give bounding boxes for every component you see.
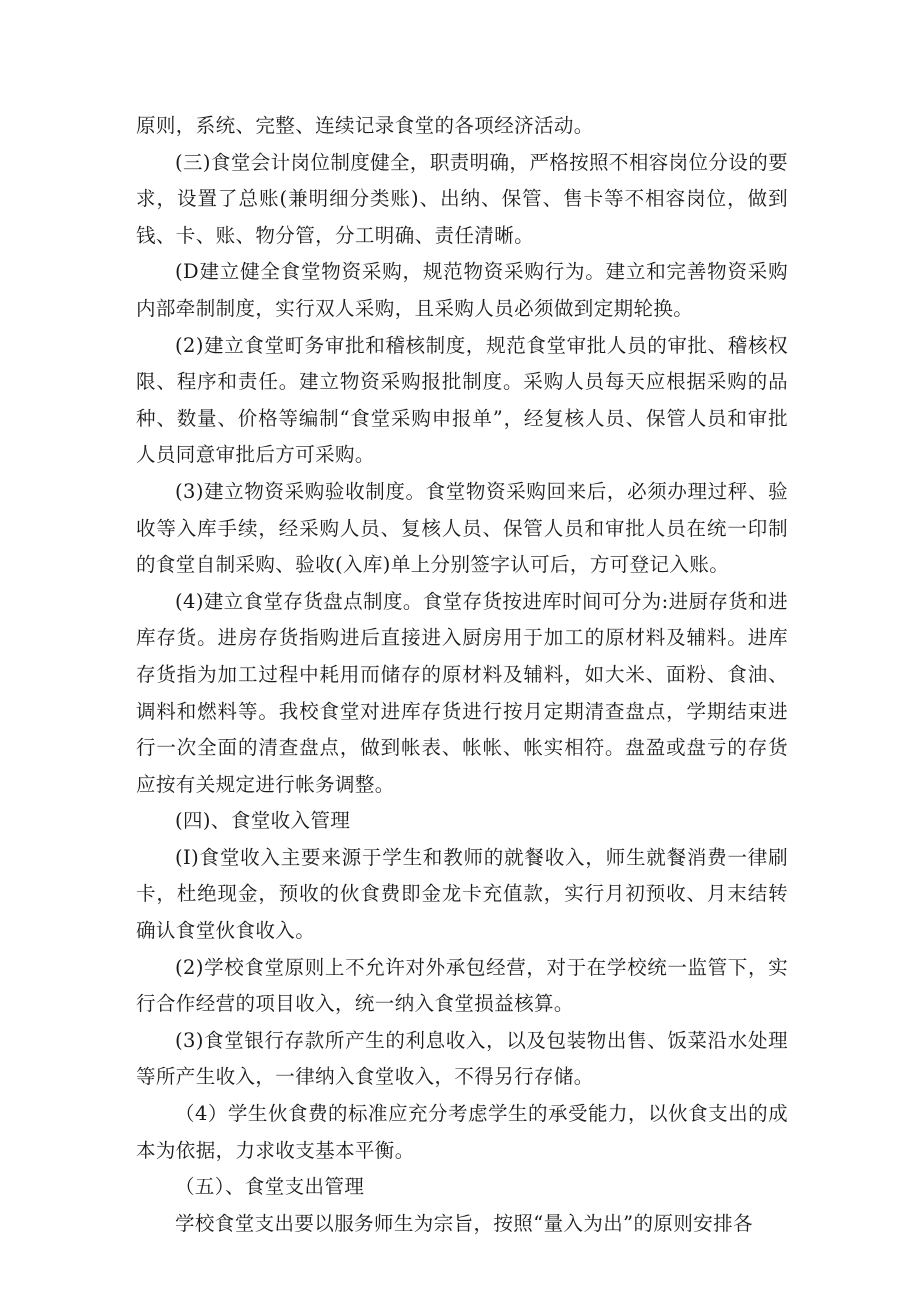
document-page bbox=[136, 108, 788, 1242]
paragraph-expenditure: 学校食堂支出要以服务师生为宗旨，按照“量入为出”的原则安排各 bbox=[175, 1211, 753, 1235]
paragraph-accounting-posts: (三)食堂会计岗位制度健全，职责明确，严格按照不相容岗位分设的要求，设置了总账(兼明细分类账)、出纳、保管、售卡等不相容岗位，做到钱、卡、账、物分管，分工明确、责任清晰。 bbox=[136, 150, 789, 247]
paragraph-approval-audit: (2)建立食堂町务审批和稽核制度，规范食堂审批人员的审批、稽核权限、程序和责任。建立物资采购报批制度。采购人员每天应根据采购的品种、数量、价格等编制“食堂采购申报单”，经复核人员、保管人员和审批人员同意审批后方可采购。 bbox=[136, 333, 788, 467]
paragraph-interest-income: (3)食堂银行存款所产生的利息收入，以及包装物出售、饭菜沿水处理等所产生收入，一律纳入食堂收入，不得另行存储。 bbox=[136, 1028, 788, 1089]
paragraph-continuation: 原则，系统、完整、连续记录食堂的各项经济活动。 bbox=[136, 114, 594, 137]
paragraph-meal-fee: （4）学生伙食费的标准应充分考虑学生的承受能力，以伙食支出的成本为依据，力求收支基本平衡。 bbox=[136, 1102, 788, 1162]
section-heading-income: (四)、食堂收入管理 bbox=[175, 809, 351, 833]
paragraph-inventory: (4)建立食堂存货盘点制度。食堂存货按进库时间可分为:进厨存货和进库存货。进房存货指购进后直接进入厨房用于加工的原材料及辅料。进库存货指为加工过程中耗用而储存的原材料及辅料，如大米、面粉、食油、调料和燃料等。我校食堂对进库存货进行按月定期清查盘点，学期结束进行一次全面的清查盘点，做到帐表、帐帐、帐实相符。盘盈或盘亏的存货应按有关规定进行帐务调整。 bbox=[136, 589, 788, 796]
paragraph-procurement: (D建立健全食堂物资采购，规范物资采购行为。建立和完善物资采购内部牵制制度，实行双人采购，且采购人员必须做到定期轮换。 bbox=[136, 260, 788, 320]
paragraph-contracting: (2)学校食堂原则上不允许对外承包经营，对于在学校统一监管下，实行合作经营的项目收入，统一纳入食堂损益核算。 bbox=[136, 955, 788, 1016]
paragraph-acceptance: (3)建立物资采购验收制度。食堂物资采购回来后，必须办理过秤、验收等入库手续，经采购人员、复核人员、保管人员和审批人员在统一印制的食堂自制采购、验收(入库)单上分别签字认可后，方可登记入账。 bbox=[136, 479, 788, 577]
paragraph-income-source: (I)食堂收入主要来源于学生和教师的就餐收入，师生就餐消费一律刷卡，杜绝现金，预收的伙食费即金龙卡充值款，实行月初预收、月末结转确认食堂伙食收入。 bbox=[136, 845, 788, 943]
section-heading-expenditure: （五）、食堂支出管理 bbox=[175, 1175, 365, 1199]
